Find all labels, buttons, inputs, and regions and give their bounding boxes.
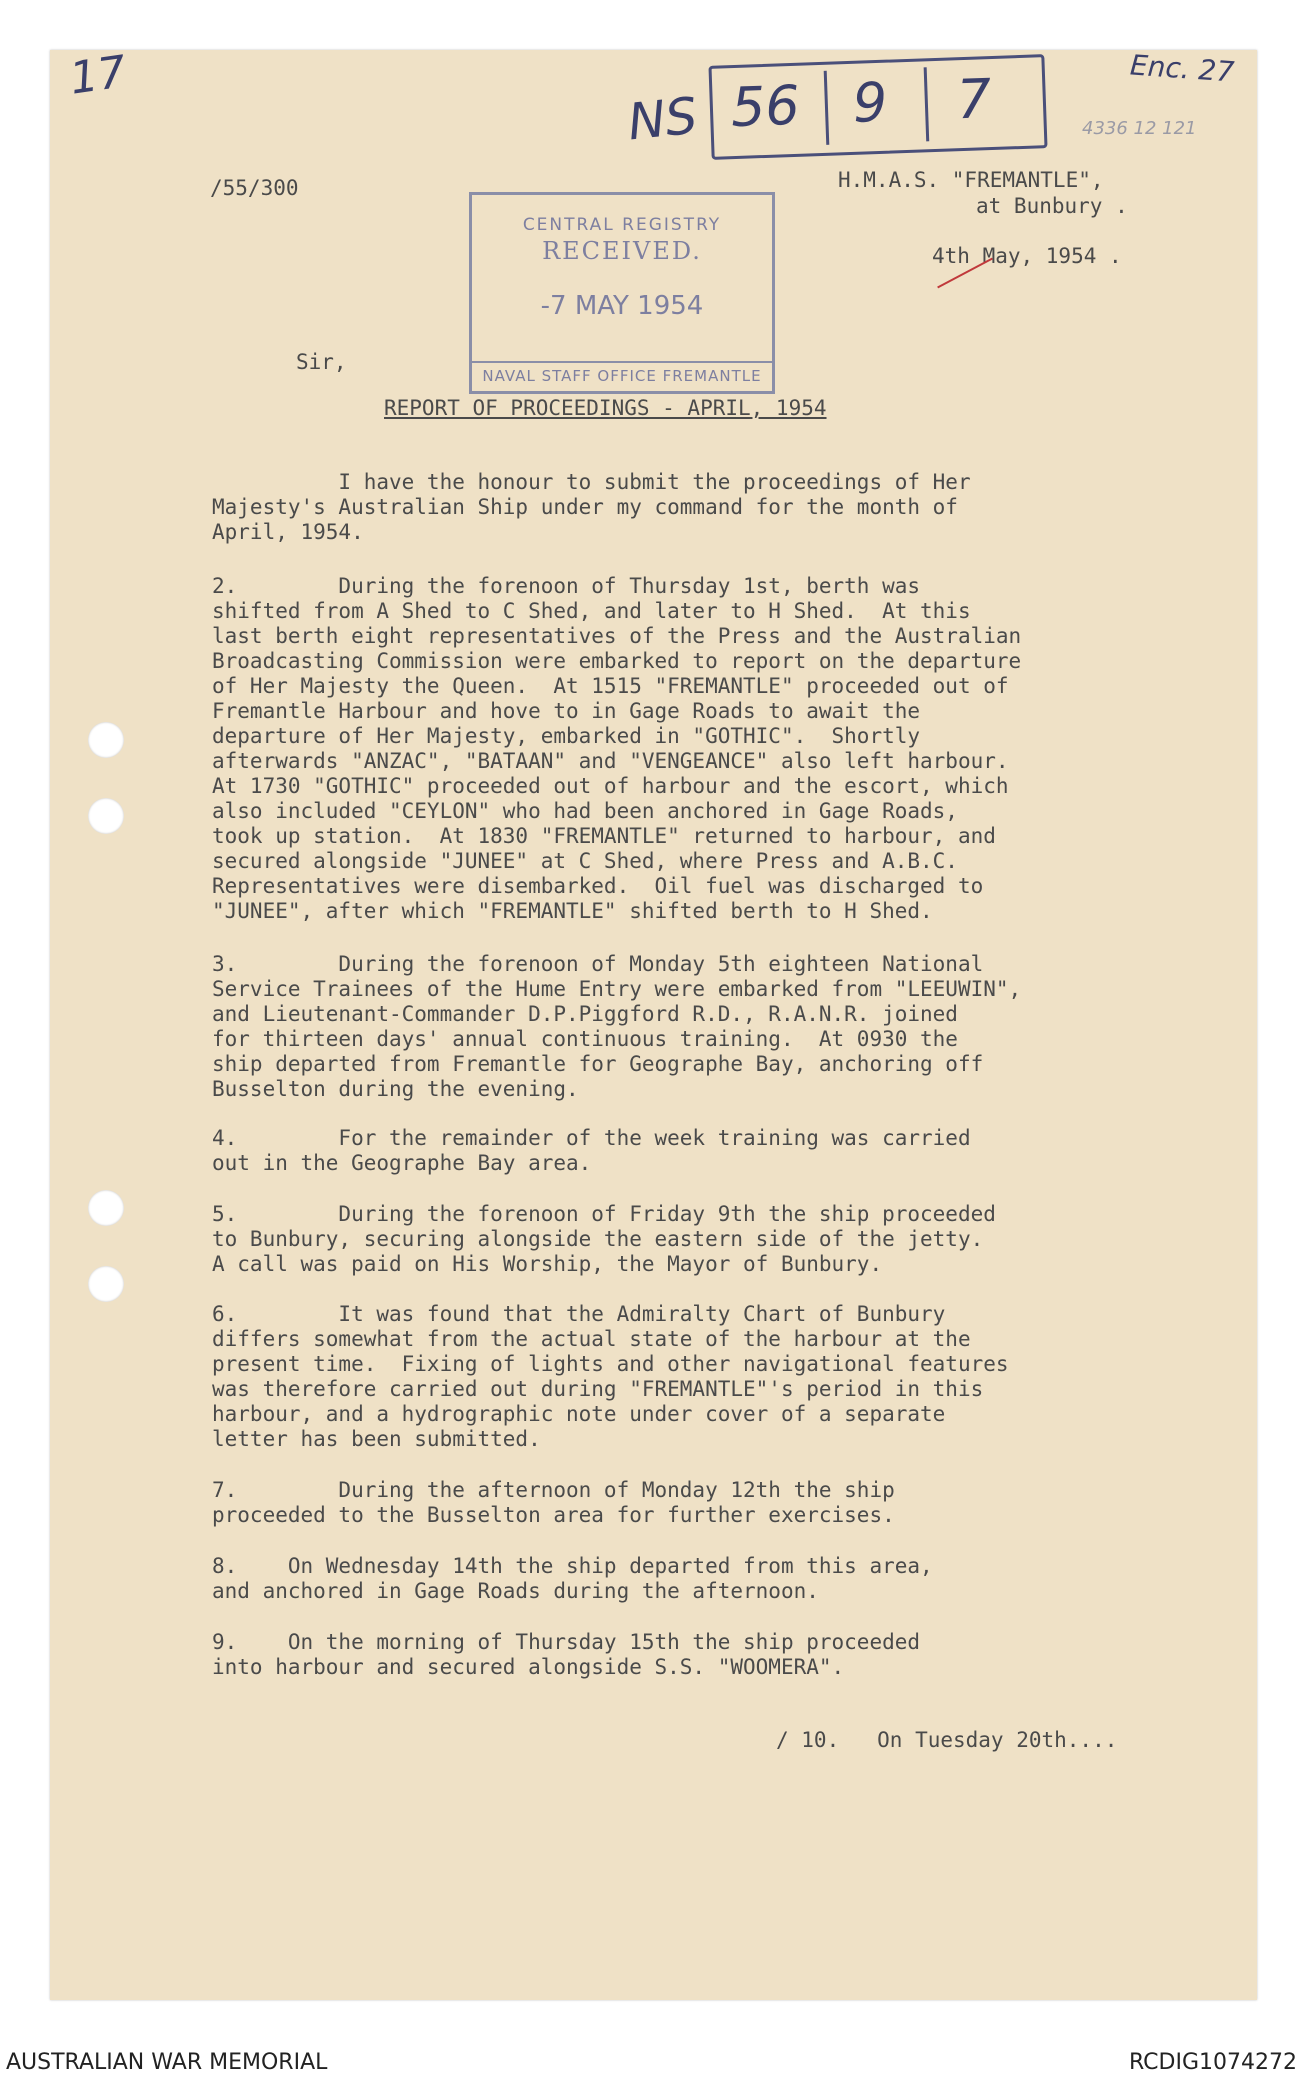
ns-divider [924,67,930,141]
punch-hole [88,798,124,834]
paragraph-8: 8. On Wednesday 14th the ship departed from this area, and anchored in Gage Roads during the afternoon. [212,1554,933,1603]
ship-name: H.M.A.S. "FREMANTLE", [838,168,1104,192]
ns-cell-2: 9 [851,70,889,135]
ns-cell-1: 56 [729,73,801,140]
paragraph-5: 5. During the forenoon of Friday 9th the ship proceeded to Bunbury, securing alongside the eastern side of the jetty. A call was paid on His Worship, the Mayor of Bunbury. [212,1202,996,1276]
footer-institution: AUSTRALIAN WAR MEMORIAL [6,2050,328,2075]
pencil-reference: 4336 12 121 [1082,118,1197,139]
ns-divider [824,71,830,145]
stamp-office: NAVAL STAFF OFFICE FREMANTLE [472,361,772,385]
ns-number-box [708,54,1047,160]
footer-record-id: RCDIG1074272 [1128,2050,1297,2075]
punch-hole [88,722,124,758]
report-title: REPORT OF PROCEEDINGS - APRIL, 1954 [384,396,827,420]
paragraph-7: 7. During the afternoon of Monday 12th the ship proceeded to the Busselton area for further exercises. [212,1478,895,1527]
paragraph-1: I have the honour to submit the proceedings of Her Majesty's Australian Ship under my command for the month of April, 1954. [212,470,971,544]
folio-number: 17 [66,46,130,105]
letter-date: 4th May, 1954 . [932,244,1122,268]
file-reference: /55/300 [210,176,299,200]
stamp-registry: CENTRAL REGISTRY [522,215,722,235]
stamp-received: RECEIVED. [542,237,702,265]
paragraph-9: 9. On the morning of Thursday 15th the ship proceeded into harbour and secured alongside S.S. "WOOMERA". [212,1630,921,1679]
ship-location: at Bunbury . [976,194,1128,218]
ns-cell-3: 7 [955,67,993,132]
paragraph-4: 4. For the remainder of the week training was carried out in the Geographe Bay area. [212,1126,971,1175]
stamp-date: -7 MAY 1954 [540,291,704,321]
catchword: / 10. On Tuesday 20th.... [776,1728,1118,1752]
salutation: Sir, [296,350,347,374]
enclosure-note: Enc. 27 [1128,48,1236,89]
received-stamp [469,192,775,394]
punch-hole [88,1266,124,1302]
punch-hole [88,1190,124,1226]
ns-prefix: NS [625,86,700,152]
paragraph-3: 3. During the forenoon of Monday 5th eighteen National Service Trainees of the Hume Entry were embarked from "LEEUWIN", and Lieutenant-Commander D.P.Piggford R.D., R.A.N.R. joined for thirteen days' annual continuous training. At 0930 the ship departed from Fremantle for Geographe Bay, anchoring off Busselton during the evening. [212,952,1022,1101]
paragraph-2: 2. During the forenoon of Thursday 1st, berth was shifted from A Shed to C Shed, and later to H Shed. At this last berth eight representatives of the Press and the Australian Broadcasting Commission were embarked to report on the departure of Her Majesty the Queen. At 1515 "FREMANTLE" proceeded out of Fremantle Harbour and hove to in Gage Roads to await the departure of Her Majesty, embarked in "GOTHIC". Shortly afterwards "ANZAC", "BATAAN" and "VENGEANCE" also left harbour. At 1730 "GOTHIC" proceeded out of harbour and the escort, which also included "CEYLON" who had been anchored in Gage Roads, took up station. At 1830 "FREMANTLE" returned to harbour, and secured alongside "JUNEE" at C Shed, where Press and A.B.C. Representatives were disembarked. Oil fuel was discharged to "JUNEE", after which "FREMANTLE" shifted berth to H Shed. [212,574,1022,923]
paragraph-6: 6. It was found that the Admiralty Chart of Bunbury differs somewhat from the actual state of the harbour at the present time. Fixing of lights and other navigational features was therefore carried out during "FREMANTLE"'s period in this harbour, and a hydrographic note under cover of a separate letter has been submitted. [212,1302,1009,1451]
